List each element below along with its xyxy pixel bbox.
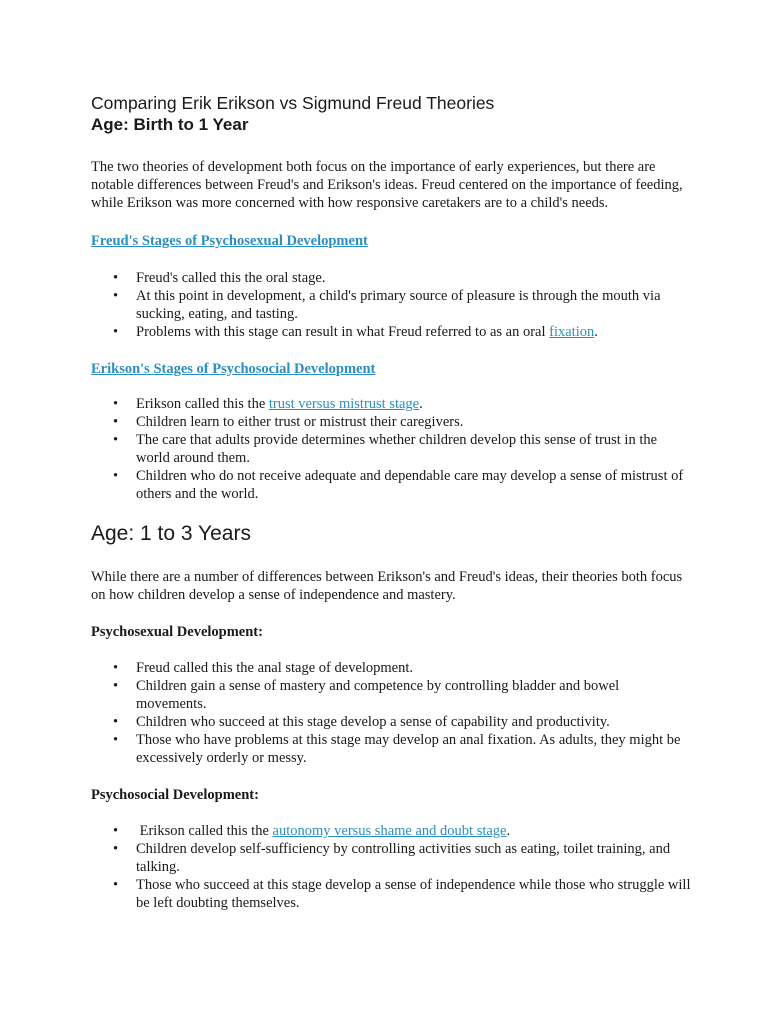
freud-stages-link[interactable]: Freud's Stages of Psychosexual Development	[91, 233, 368, 249]
list-item: • Children who succeed at this stage develop a sense of capability and productivity.	[136, 713, 691, 731]
psychosexual-heading: Psychosexual Development:	[91, 624, 263, 640]
erikson-heading-wrapper	[91, 360, 691, 378]
list-item: • Those who succeed at this stage develop a sense of independence while those who struggle will be left doubting themselves.	[136, 876, 691, 912]
freud-heading-wrapper	[91, 232, 691, 250]
list-item	[136, 822, 691, 840]
document-page	[91, 92, 691, 912]
list-item-text-end: .	[419, 396, 423, 412]
freud-list	[91, 269, 691, 341]
list-item-text: Erikson called this the	[136, 396, 269, 412]
list-item: • Children who do not receive adequate and dependable care may develop a sense of mistrust of others and the world.	[136, 467, 691, 503]
list-item-text-end: .	[506, 823, 511, 839]
list-item: • Freud called this the anal stage of development.	[136, 659, 691, 677]
list-item-text-end: .	[594, 324, 598, 340]
fixation-link[interactable]: fixation	[549, 324, 595, 340]
trust-mistrust-link[interactable]: trust versus mistrust stage	[268, 396, 420, 412]
list-item: • Children learn to either trust or mistrust their caregivers.	[136, 413, 691, 431]
list-item-text: Problems with this stage can result in what Freud referred to as an oral	[136, 324, 550, 340]
list-item	[136, 323, 691, 341]
list-item: • At this point in development, a child's primary source of pleasure is through the mouth via sucking, eating, and tasting.	[136, 287, 691, 323]
section2-intro-paragraph: While there are a number of differences between Erikson's and Freud's ideas, their theories both focus on how children develop a sense of independence and mastery.	[91, 569, 683, 603]
list-item: • Those who have problems at this stage may develop an anal fixation. As adults, they might be excessively orderly or messy.	[136, 731, 691, 767]
list-item	[136, 395, 691, 413]
age-birth-heading: Age: Birth to 1 Year	[91, 115, 249, 134]
psychosocial-list	[91, 822, 691, 912]
document-title: Comparing Erik Erikson vs Sigmund Freud Theories	[91, 93, 495, 113]
list-item: • The care that adults provide determines whether children develop this sense of trust in the world around them.	[136, 431, 691, 467]
erikson-stages-link[interactable]: Erikson's Stages of Psychosocial Development	[91, 361, 376, 377]
list-item-text: Erikson called this the	[136, 823, 273, 839]
list-item: • Children develop self-sufficiency by controlling activities such as eating, toilet training, and talking.	[136, 840, 691, 876]
age-1-3-heading: Age: 1 to 3 Years	[91, 522, 251, 545]
erikson-list	[91, 395, 691, 503]
psychosexual-list	[91, 659, 691, 767]
autonomy-shame-link[interactable]: autonomy versus shame and doubt stage	[272, 823, 507, 839]
psychosocial-heading: Psychosocial Development:	[91, 787, 259, 803]
list-item: • Children gain a sense of mastery and competence by controlling bladder and bowel movements.	[136, 677, 691, 713]
intro-paragraph: The two theories of development both focus on the importance of early experiences, but there are notable differences between Freud's and Erikson's ideas. Freud centered on the importance of feeding, while Erikson was more concerned with how responsive caretakers are to a child's needs.	[91, 159, 683, 211]
list-item: • Freud's called this the oral stage.	[136, 269, 691, 287]
